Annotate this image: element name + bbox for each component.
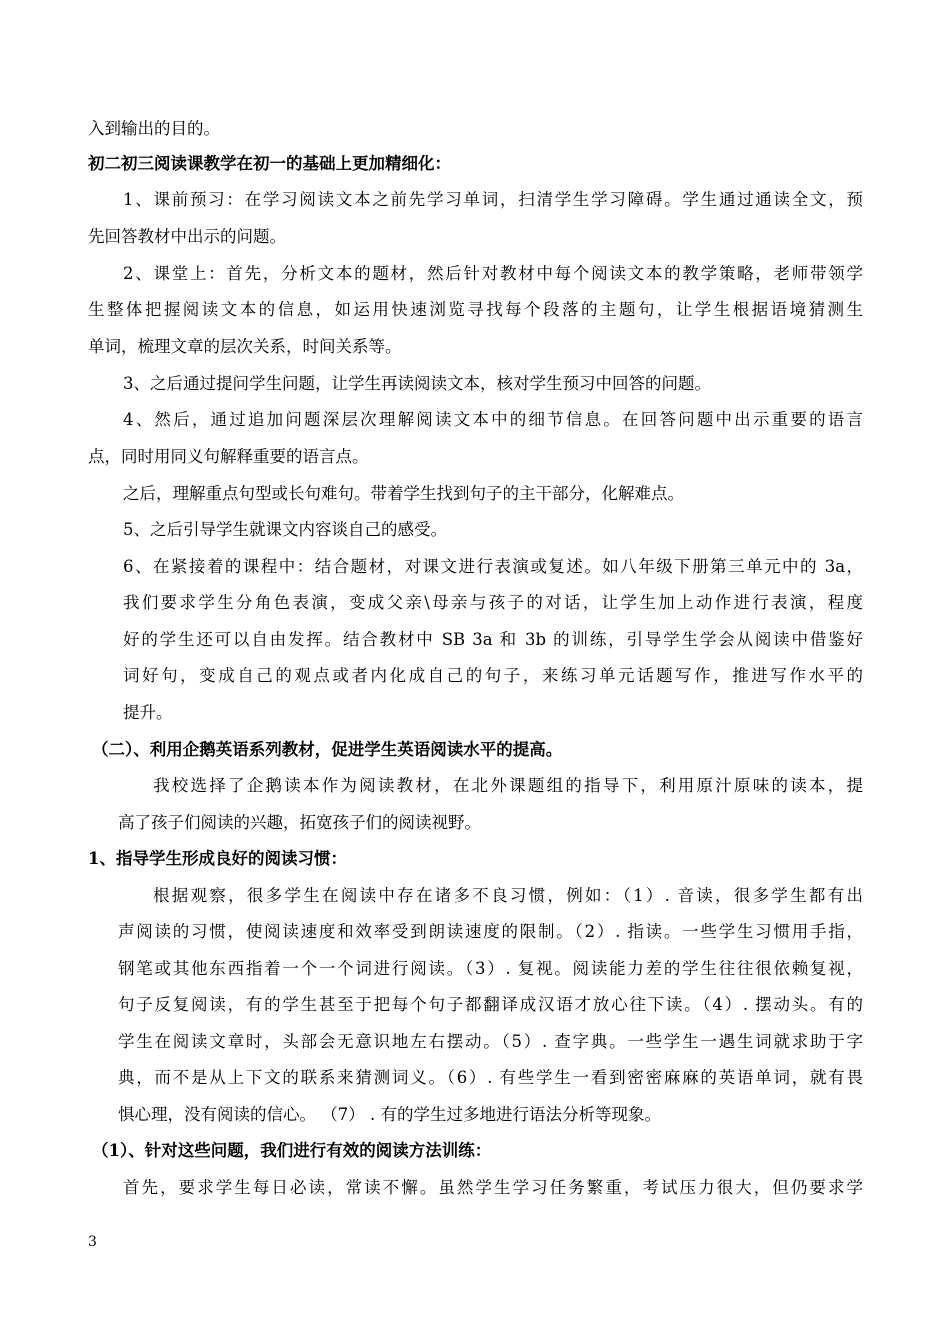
text-line: 高了孩子们阅读的兴趣，拓宽孩子们的阅读视野。 <box>118 813 481 832</box>
text-line: 4、然后，通过追加问题深层次理解阅读文本中的细节信息。在回答问题中出示重要的语言 <box>123 410 863 429</box>
text-line: 5、之后引导学生就课文内容谈自己的感受。 <box>123 520 447 539</box>
text-line: 我们要求学生分角色表演，变成父亲\母亲与孩子的对话，让学生加上动作进行表演，程度 <box>123 593 863 612</box>
text-line: 惧心理，没有阅读的信心。 （7） . 有的学生过多地进行语法分析等现象。 <box>118 1105 661 1124</box>
section-heading: 初二初三阅读课教学在初一的基础上更加精细化： <box>88 154 451 173</box>
text-line: 根据观察，很多学生在阅读中存在诸多不良习惯，例如：（1）. 音读，很多学生都有出 <box>153 886 863 905</box>
text-line: 句子反复阅读，有的学生甚至于把每个句子都翻译成汉语才放心往下读。（4）. 摆动头。有的 <box>118 995 863 1014</box>
text-line: 点，同时用同义句解释重要的语言点。 <box>88 447 369 466</box>
text-line: 学生在阅读文章时，头部会无意识地左右摆动。（5）. 查字典。一些学生一遇生词就求助于字 <box>118 1032 863 1051</box>
text-line: 钢笔或其他东西指着一个一个词进行阅读。（3）. 复视。阅读能力差的学生往往很依赖复视， <box>118 959 863 978</box>
text-line: 词好句，变成自己的观点或者内化成自己的句子，来练习单元话题写作，推进写作水平的 <box>123 666 863 685</box>
text-line: 提升。 <box>123 703 173 722</box>
text-line: 单词，梳理文章的层次关系，时间关系等。 <box>88 337 402 356</box>
text-line: 3、之后通过提问学生问题，让学生再读阅读文本，核对学生预习中回答的问题。 <box>123 374 711 393</box>
text-line: 我校选择了企鹅读本作为阅读教材，在北外课题组的指导下，利用原汁原味的读本，提 <box>153 776 863 795</box>
text-line: 2、课堂上：首先，分析文本的题材，然后针对教材中每个阅读文本的教学策略，老师带领学 <box>123 264 863 283</box>
section-heading: 1、指导学生形成良好的阅读习惯： <box>88 849 347 868</box>
text-line: 首先，要求学生每日必读，常读不懈。虽然学生学习任务繁重，考试压力很大，但仍要求学 <box>123 1178 863 1197</box>
text-line: 之后，理解重点句型或长句难句。带着学生找到句子的主干部分，化解难点。 <box>123 484 684 503</box>
text-line: 1、课前预习：在学习阅读文本之前先学习单词，扫清学生学习障碍。学生通过通读全文，预 <box>123 190 863 209</box>
text-line: 先回答教材中出示的问题。 <box>88 227 286 246</box>
section-heading: （二）、利用企鹅英语系列教材，促进学生英语阅读水平的提高。 <box>92 740 563 759</box>
text-line: 声阅读的习惯，使阅读速度和效率受到朗读速度的限制。（2）. 指读。一些学生习惯用手指， <box>118 922 863 941</box>
text-line: 入到输出的目的。 <box>88 119 220 138</box>
section-heading: （1）、针对这些问题，我们进行有效的阅读方法训练： <box>92 1141 492 1160</box>
text-line: 生整体把握阅读文本的信息，如运用快速浏览寻找每个段落的主题句，让学生根据语境猜测生 <box>88 300 863 319</box>
text-line: 典，而不是从上下文的联系来猜测词义。（6）. 有些学生一看到密密麻麻的英语单词，就有畏 <box>118 1068 863 1087</box>
text-line: 6、在紧接着的课程中：结合题材，对课文进行表演或复述。如八年级下册第三单元中的 3a， <box>123 557 863 576</box>
page-number: 3 <box>88 1234 97 1250</box>
text-line: 好的学生还可以自由发挥。结合教材中 SB 3a 和 3b 的训练，引导学生学会从阅读中借鉴好 <box>123 630 863 649</box>
